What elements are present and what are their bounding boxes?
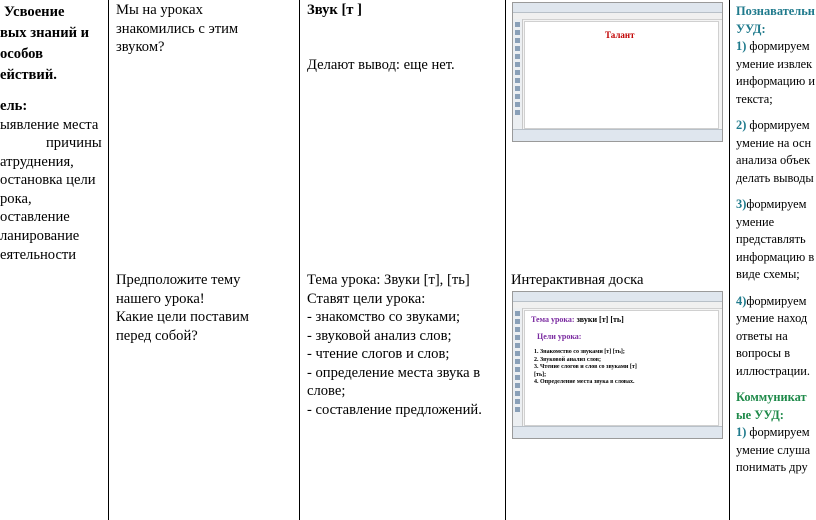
text-line: умение [736,214,775,229]
teacher-question-1 [116,1,282,57]
text-line: ответы на [736,328,788,343]
text-line: слове; [307,383,346,399]
stage-title-line: Усвоение [4,4,65,20]
stage-title-line: вых знаний и [0,25,90,41]
uud-cognitive-4 [736,293,816,381]
text-line: Предположите тему [116,272,241,288]
goal-line: остановка цели [0,172,96,189]
stage-title [0,2,108,86]
whiteboard-canvas [524,21,719,129]
text-line: текста; [736,91,773,106]
text-line: вопросы в [736,346,791,360]
goal-line: ыявление места [0,116,99,133]
text-line: - составление предложений. [307,401,482,418]
taskbar [513,426,722,438]
whiteboard-screenshot-2 [512,291,723,439]
text-line: понимать дру [736,460,808,474]
goal-line: атруднения, [0,153,74,170]
text-line: делать выводы [736,170,814,185]
text-line: формируем [746,197,807,211]
text-line: формируем [746,425,810,439]
text-line: Ставят цели урока: [307,290,426,307]
slide-goal-item: [ть]; [534,371,547,378]
uud-heading: Познавательн [736,4,815,18]
uud-cognitive-2 [736,117,816,187]
word-talant: Талант [605,30,635,40]
item-number: 4) [736,293,747,308]
text-line: умение наход [736,311,808,325]
uud-cognitive-1 [736,3,816,108]
text-line: информацию в [736,249,815,264]
goal-line: рока, [0,190,32,207]
text-line: перед собой? [116,327,198,344]
column-divider [729,0,730,520]
uud-heading: ые УУД: [736,407,784,422]
uud-cell [736,3,816,486]
topic-value: звуки [т] [ть] [576,315,624,324]
column-divider [108,0,109,520]
text-line: умение слуша [736,442,811,457]
goal-text [0,116,108,265]
stage-cell [0,2,108,264]
text-line: формируем [746,118,810,132]
slide-goal-item: 4. Определение места звука в словах. [534,379,635,385]
uud-cognitive-3 [736,196,816,284]
goal-line: ланирование [0,228,80,245]
text-line: формируем [746,293,807,308]
goal-line: еятельности [0,246,77,263]
slide-goals-heading: Цели урока: [537,332,582,341]
whiteboard-canvas [524,310,719,426]
text-line: иллюстрации. [736,363,811,378]
whiteboard-screenshot-1 [512,2,723,142]
text-line: - чтение слогов и слов; [307,346,450,362]
text-line: Тема урока: Звуки [т], [ть] [307,272,470,288]
student-activity-1 [307,1,499,74]
text-line: умение на осн [736,135,812,150]
window-titlebar [513,292,722,302]
text-line: представлять [736,232,806,246]
text-line: формируем [746,39,810,53]
uud-communicative-1 [736,389,816,477]
text-line: анализа объек [736,153,811,167]
whiteboard-caption: Интерактивная доска [511,272,644,288]
uud-heading: УУД: [736,21,766,36]
item-number: 1) [736,425,747,439]
student-activity-2 [307,271,499,419]
text-line: знакомились с этим [116,20,239,37]
slide-topic [531,315,712,324]
slide-goal-item: 3. Чтение слогов и слов со звуками [т] [534,364,637,370]
item-number: 1) [736,39,747,53]
taskbar [513,129,722,141]
text-line: - знакомство со звуками; [307,309,461,325]
goal-line: причины [46,135,102,152]
text-line: умение извлек [736,56,813,71]
conclusion-text: Делают вывод: еще нет. [307,56,455,73]
text-line: Мы на уроках [116,2,203,18]
topic-label: Тема урока: [531,315,575,324]
window-menubar [513,302,722,309]
column-divider [299,0,300,520]
uud-heading: Коммуникат [736,390,807,404]
tool-sidebar [513,308,523,426]
text-line: информацию и [736,74,815,88]
stage-title-line: ействий. [0,67,57,83]
text-line: - определение места звука в [307,364,481,381]
tool-sidebar [513,19,523,129]
window-menubar [513,13,722,20]
goal-line: оставление [0,209,70,226]
text-line: звуком? [116,39,165,55]
stage-title-line: особов [0,46,43,62]
column-divider [505,0,506,520]
text-line: - звуковой анализ слов; [307,327,452,344]
teacher-question-2 [116,271,282,345]
sound-title: Звук [т ] [307,2,362,18]
item-number: 2) [736,118,747,132]
text-line: нашего урока! [116,290,205,307]
slide-goal-item: 2. Звуковой анализ слов; [534,356,601,363]
slide-goal-item: 1. Знакомство со звуками [т] [ть]; [534,349,625,355]
goal-heading: ель: [0,98,28,114]
text-line: Какие цели поставим [116,309,249,325]
window-titlebar [513,3,722,13]
item-number: 3) [736,197,747,211]
text-line: виде схемы; [736,267,800,281]
